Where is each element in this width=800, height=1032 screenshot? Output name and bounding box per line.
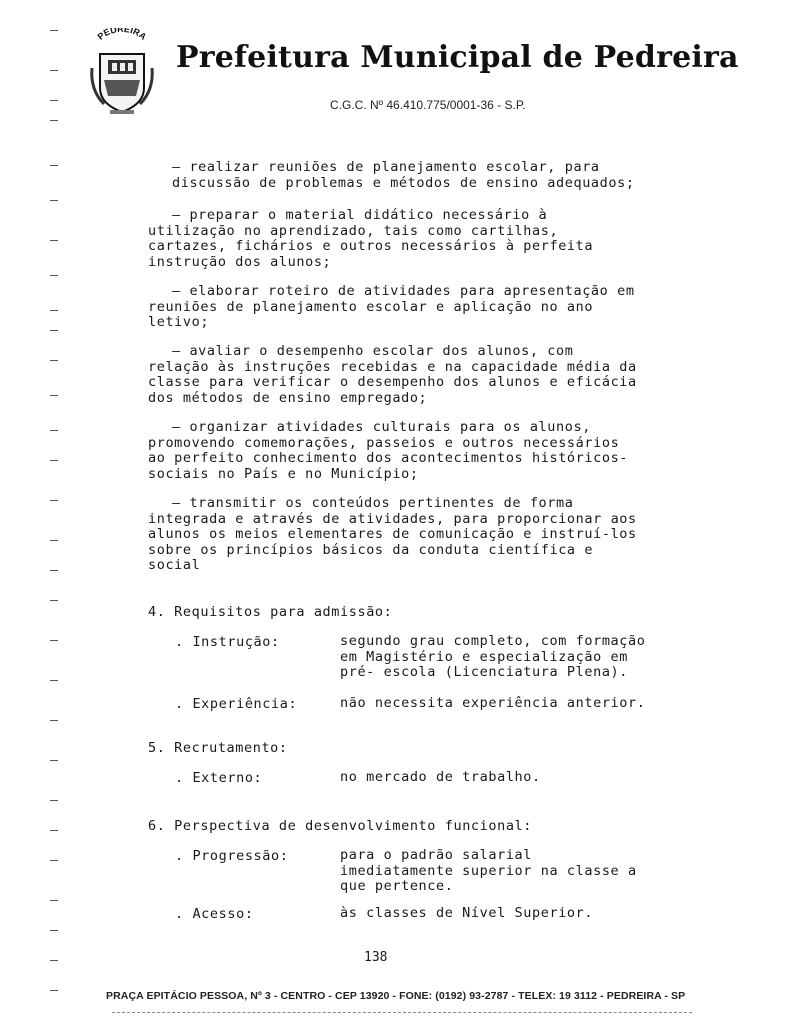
paragraph-4: – avaliar o desempenho escolar dos alunos, com relação às instruções recebidas e na capacidade média da classe para verificar o desempenho dos alunos e eficácia dos métodos de ensino empregado; xyxy=(148,343,637,406)
acesso-value: às classes de Nível Superior. xyxy=(340,905,594,921)
page-number: 138 xyxy=(364,950,388,965)
progressao-value: para o padrão salarial imediatamente superior na classe a que pertence. xyxy=(340,847,637,894)
experiencia-label: . Experiência: xyxy=(175,696,298,712)
cgc-number: C.G.C. Nº 46.410.775/0001-36 - S.P. xyxy=(330,98,526,112)
instrucao-value: segundo grau completo, com formação em Magistério e especialização em pré- escola (Licenciatura Plena). xyxy=(340,633,646,680)
paragraph-2: – preparar o material didático necessário à utilização no aprendizado, tais como cartilhas, cartazes, fichários e outros necessários à perfeita instrução dos alunos; xyxy=(148,207,594,270)
seal-text: PEDREIRA xyxy=(95,28,149,42)
paragraph-3: – elaborar roteiro de atividades para apresentação em reuniões de planejamento escolar e aplicação no ano letivo; xyxy=(148,283,635,330)
externo-value: no mercado de trabalho. xyxy=(340,769,541,785)
paragraph-1: – realizar reuniões de planejamento escolar, para discussão de problemas e métodos de ensino adequados; xyxy=(172,159,635,191)
section-5-heading: 5. Recrutamento: xyxy=(148,740,288,756)
page-title: Prefeitura Municipal de Pedreira xyxy=(176,40,739,75)
acesso-label: . Acesso: xyxy=(175,906,254,922)
section-4-heading: 4. Requisitos para admissão: xyxy=(148,604,393,620)
section-6-heading: 6. Perspectiva de desenvolvimento funcional: xyxy=(148,818,533,834)
paragraph-5: – organizar atividades culturais para os alunos, promovendo comemorações, passeios e outros necessários ao perfeito conhecimento dos acontecimentos históricos- sociais no País e no Município; xyxy=(148,419,629,482)
svg-text:PEDREIRA xyxy=(96,28,149,42)
instrucao-label: . Instrução: xyxy=(175,634,280,650)
externo-label: . Externo: xyxy=(175,770,263,786)
paragraph-6: – transmitir os conteúdos pertinentes de forma integrada e através de atividades, para proporcionar aos alunos os meios elementares de comunicação e instruí-los sobre os princípios básicos da conduta científica e social xyxy=(148,495,637,573)
municipal-seal xyxy=(88,28,156,122)
progressao-label: . Progressão: xyxy=(175,848,289,864)
experiencia-value: não necessita experiência anterior. xyxy=(340,695,646,711)
footer-rule xyxy=(112,1012,692,1013)
footer-address: PRAÇA EPITÁCIO PESSOA, Nº 3 - CENTRO - CEP 13920 - FONE: (0192) 93-2787 - TELEX: 19 3112 - PEDREIRA - SP xyxy=(106,990,686,1002)
